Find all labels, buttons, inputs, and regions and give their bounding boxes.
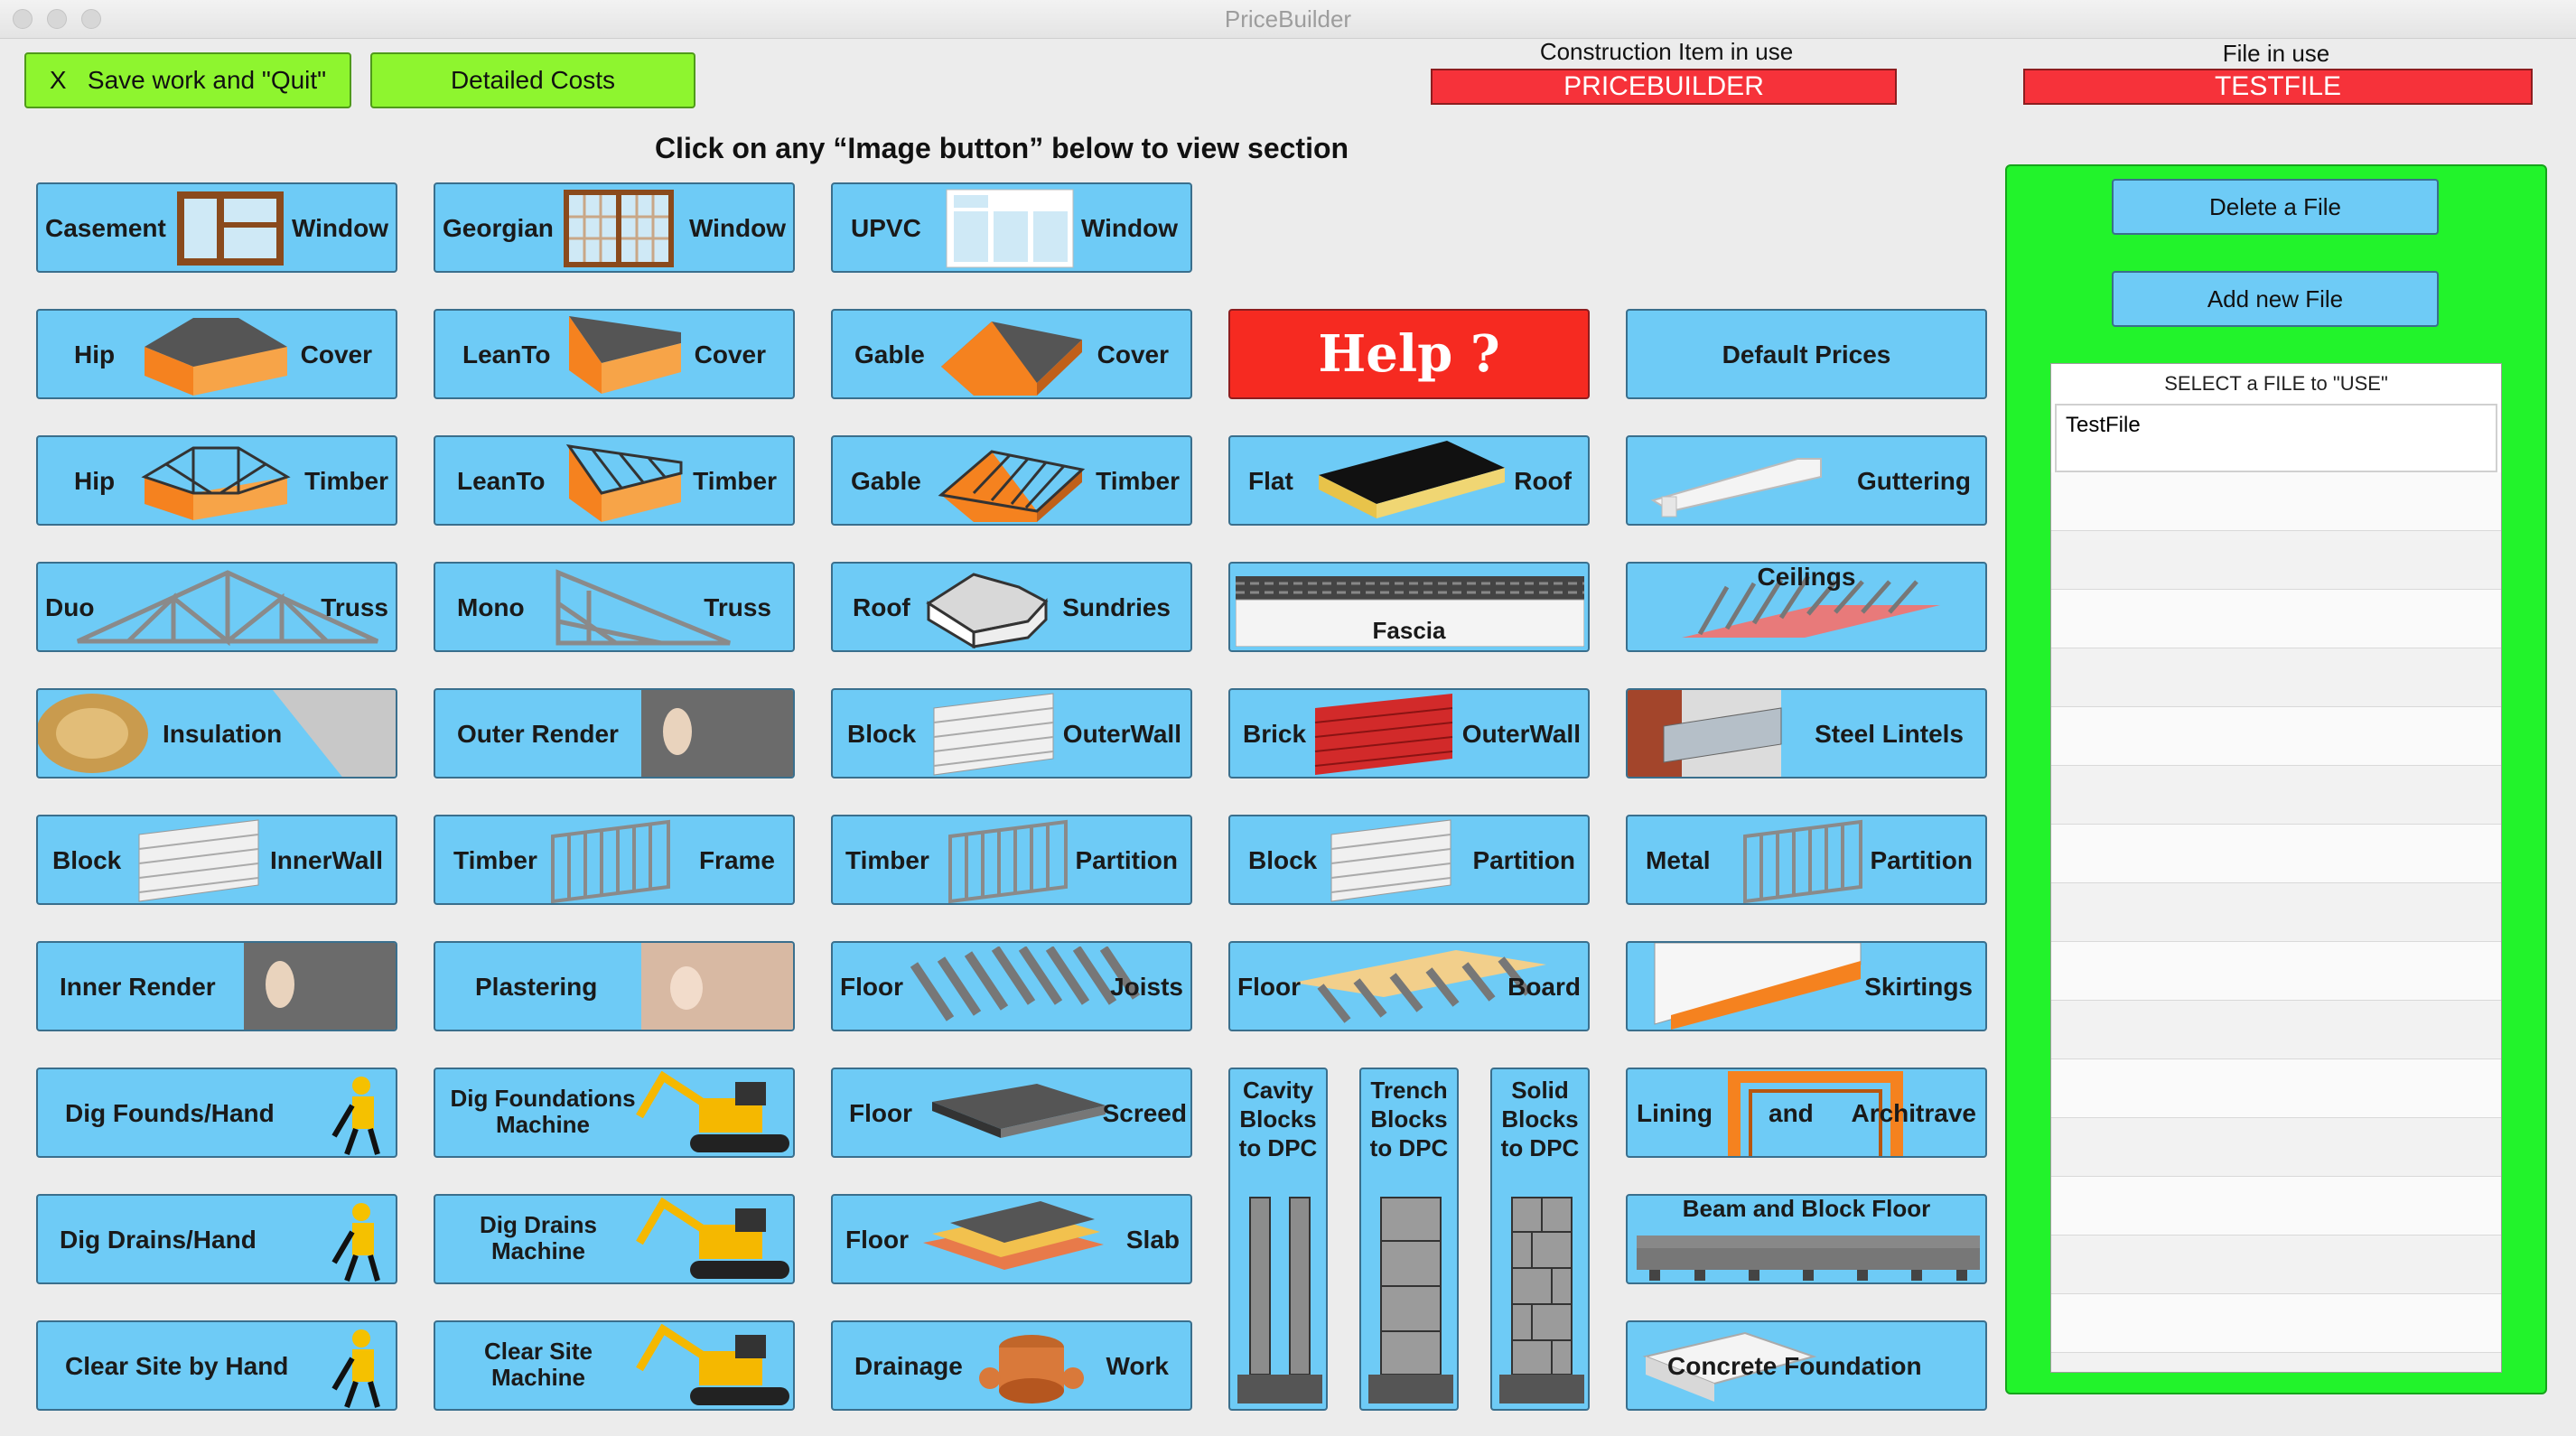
steel-lintel-icon: [1628, 690, 1790, 779]
clear-site-machine-tile[interactable]: [434, 1320, 795, 1411]
tile-label-right: Partition: [1472, 846, 1575, 874]
excavator-icon: [636, 1198, 795, 1284]
tile-label-right: OuterWall: [1461, 720, 1581, 748]
delete-file-button[interactable]: [2112, 179, 2439, 235]
title-bar: [0, 0, 2576, 39]
tile-label: Dig Drains Machine: [479, 1211, 598, 1264]
solid-block-icon: [1499, 1196, 1584, 1405]
georgian-window-tile[interactable]: [434, 182, 795, 273]
block-outerwall-tile[interactable]: [831, 688, 1192, 779]
tile-label-left: Hip: [74, 467, 116, 495]
guttering-tile[interactable]: [1626, 435, 1987, 526]
gable-timber-tile[interactable]: [831, 435, 1192, 526]
tile-label-right: Window: [688, 214, 786, 242]
tile-label-left: LeanTo: [462, 340, 551, 368]
clear-site-hand-tile[interactable]: [36, 1320, 397, 1411]
georgian-window-icon: [562, 188, 676, 269]
mono-truss-tile[interactable]: [434, 562, 795, 652]
file-list-item[interactable]: TestFile: [2055, 404, 2497, 472]
worker-digging-icon: [325, 1326, 388, 1409]
concrete-foundation-tile[interactable]: [1626, 1320, 1987, 1411]
timber-frame-tile[interactable]: [434, 815, 795, 905]
tile-label-left: UPVC: [851, 214, 921, 242]
tile-label-left: Duo: [45, 593, 95, 621]
tile-label-right: Slab: [1125, 1226, 1180, 1254]
stud-frame-icon: [1741, 818, 1864, 903]
window-title: PriceBuilder: [1224, 5, 1352, 33]
tile-label-right: OuterWall: [1062, 720, 1181, 748]
ceilings-tile[interactable]: [1626, 562, 1987, 652]
solid-blocks-dpc-tile[interactable]: [1490, 1068, 1590, 1411]
tile-label-right: Timber: [304, 467, 388, 495]
tile-label-left: Brick: [1243, 720, 1307, 748]
trench-blocks-dpc-tile[interactable]: [1359, 1068, 1459, 1411]
drainage-chamber-icon: [977, 1324, 1086, 1411]
fascia-tile[interactable]: [1228, 562, 1590, 652]
tile-label-right: Cover: [300, 340, 372, 368]
block-wall-icon: [932, 692, 1055, 777]
steel-lintels-tile[interactable]: [1626, 688, 1987, 779]
tile-label-right: Work: [1106, 1352, 1169, 1380]
dig-founds-hand-tile[interactable]: [36, 1068, 397, 1158]
tile-label-left: Gable: [851, 467, 921, 495]
gutter-icon: [1644, 446, 1825, 518]
worker-digging-icon: [325, 1073, 388, 1156]
tile-label-left: Casement: [45, 214, 166, 242]
construction-item-label: Construction Item in use: [1539, 38, 1794, 65]
floor-joists-tile[interactable]: [831, 941, 1192, 1031]
tile-label: Steel Lintels: [1815, 720, 1964, 748]
floor-screed-icon: [929, 1082, 1109, 1145]
tile-label-right: Architrave: [1851, 1099, 1976, 1127]
tile-label-right: Window: [1080, 214, 1178, 242]
insulation-tile[interactable]: [36, 688, 397, 779]
duo-truss-tile[interactable]: [36, 562, 397, 652]
inner-render-tile[interactable]: [36, 941, 397, 1031]
tile-label: Outer Render: [457, 720, 619, 748]
instruction-text: Click on any “Image button” below to view section: [654, 132, 1349, 164]
tile-label-left: Hip: [74, 340, 116, 368]
tile-label-right: Cover: [1097, 340, 1169, 368]
add-file-button[interactable]: [2112, 271, 2439, 327]
block-wall-icon: [137, 818, 260, 903]
tile-label-left: Roof: [853, 593, 910, 621]
gable-roof-timber-icon: [938, 439, 1086, 524]
beam-block-floor-tile[interactable]: [1626, 1194, 1987, 1284]
tile-label-left: Metal: [1646, 846, 1711, 874]
tile-label-right: Timber: [1096, 467, 1180, 495]
leanto-cover-tile[interactable]: [434, 309, 795, 399]
skirting-board-icon: [1653, 943, 1866, 1030]
beam-block-floor-icon: [1637, 1236, 1980, 1282]
upvc-window-icon: [945, 188, 1075, 269]
tile-label: Ceilings: [1757, 563, 1856, 591]
hip-cover-tile[interactable]: [36, 309, 397, 399]
trench-block-icon: [1368, 1196, 1453, 1405]
dig-drains-machine-tile[interactable]: [434, 1194, 795, 1284]
hip-timber-tile[interactable]: [36, 435, 397, 526]
delete-file-label: Delete a File: [2209, 192, 2341, 220]
tile-label: Insulation: [163, 720, 283, 748]
lining-architrave-tile[interactable]: [1626, 1068, 1987, 1158]
flat-roof-tile[interactable]: [1228, 435, 1590, 526]
skirtings-tile[interactable]: [1626, 941, 1987, 1031]
tile-label: Solid Blocks to DPC: [1500, 1077, 1580, 1161]
file-list[interactable]: [2050, 363, 2502, 1373]
floor-slab-icon: [914, 1198, 1109, 1281]
block-wall-icon: [1330, 818, 1452, 903]
flat-roof-icon: [1311, 437, 1510, 524]
file-in-use-value: TESTFILE: [2023, 69, 2533, 105]
tile-label-right: Sundries: [1062, 593, 1171, 621]
tile-label: Concrete Foundation: [1667, 1352, 1922, 1380]
tile-label: Dig Founds/Hand: [65, 1099, 275, 1127]
worker-digging-icon: [325, 1199, 388, 1282]
stud-frame-icon: [947, 818, 1069, 903]
tile-label-right: Joists: [1110, 973, 1183, 1001]
tile-label-left: Block: [52, 846, 122, 874]
tile-label: Clear Site Machine: [484, 1338, 593, 1391]
brick-outerwall-tile[interactable]: [1228, 688, 1590, 779]
casement-window-icon: [175, 190, 285, 267]
excavator-icon: [636, 1324, 795, 1411]
roof-sundries-tile[interactable]: [831, 562, 1192, 652]
block-partition-tile[interactable]: [1228, 815, 1590, 905]
tile-label-left: Floor: [840, 973, 903, 1001]
tile-label: Clear Site by Hand: [65, 1352, 289, 1380]
tile-label: Fascia: [1372, 617, 1446, 644]
leanto-roof-timber-icon: [565, 439, 692, 524]
dig-foundations-machine-tile[interactable]: [434, 1068, 795, 1158]
stud-frame-icon: [549, 818, 672, 903]
tile-label-right: Truss: [704, 593, 771, 621]
tile-label-left: Floor: [1237, 973, 1301, 1001]
tile-label-right: Board: [1507, 973, 1581, 1001]
gable-cover-tile[interactable]: [831, 309, 1192, 399]
tile-label: Guttering: [1857, 467, 1971, 495]
tile-label: Dig Foundations Machine: [450, 1085, 636, 1138]
tile-label-right: Partition: [1870, 846, 1973, 874]
help-button[interactable]: [1228, 309, 1590, 399]
tile-label-left: Timber: [845, 846, 929, 874]
render-plaster-icon: [244, 943, 397, 1030]
tile-label: Default Prices: [1722, 340, 1891, 368]
tile-label-right: Partition: [1075, 846, 1178, 874]
timber-partition-tile[interactable]: [831, 815, 1192, 905]
outer-render-tile[interactable]: [434, 688, 795, 779]
upvc-window-tile[interactable]: [831, 182, 1192, 273]
tile-label-right: InnerWall: [270, 846, 383, 874]
hip-roof-timber-icon: [139, 441, 293, 524]
tile-label-left: Block: [1248, 846, 1318, 874]
tile-label-right: Timber: [693, 467, 777, 495]
hip-roof-cover-icon: [139, 312, 293, 397]
tile-label: Dig Drains/Hand: [60, 1226, 257, 1254]
file-list-header: SELECT a FILE to "USE": [2164, 372, 2388, 395]
roof-sundries-icon: [919, 567, 1051, 648]
tile-label: Plastering: [475, 973, 598, 1001]
tile-label-right: Frame: [698, 846, 775, 874]
tile-label: Inner Render: [60, 973, 216, 1001]
tile-label-left: Drainage: [854, 1352, 963, 1380]
tile-label: Beam and Block Floor: [1682, 1195, 1931, 1222]
floor-screed-tile[interactable]: [831, 1068, 1192, 1158]
file-in-use-label: File in use: [2222, 40, 2330, 67]
leanto-roof-cover-icon: [565, 312, 692, 397]
construction-item-value: PRICEBUILDER: [1431, 69, 1897, 105]
help-label: Help ?: [1318, 324, 1500, 384]
leanto-timber-tile[interactable]: [434, 435, 795, 526]
add-file-label: Add new File: [2207, 284, 2344, 312]
save-quit-label: X Save work and "Quit": [49, 66, 327, 94]
plastering-tile[interactable]: [434, 941, 795, 1031]
tile-label-left: Floor: [849, 1099, 912, 1127]
tile-label-left: LeanTo: [457, 467, 546, 495]
tile-label-left: Mono: [457, 593, 525, 621]
floor-board-tile[interactable]: [1228, 941, 1590, 1031]
tile-label-right: Truss: [321, 593, 388, 621]
dig-drains-hand-tile[interactable]: [36, 1194, 397, 1284]
tile-label-left: Gable: [854, 340, 925, 368]
tile-label-right: Roof: [1514, 467, 1572, 495]
drainage-work-tile[interactable]: [831, 1320, 1192, 1411]
tile-label: Skirtings: [1864, 973, 1973, 1001]
tile-label-left: Flat: [1248, 467, 1293, 495]
tile-label-left: Block: [847, 720, 917, 748]
render-plaster-icon: [641, 690, 795, 777]
plastering-icon: [641, 943, 795, 1030]
tile-label-right: Window: [291, 214, 388, 242]
file-list-empty-rows: [2051, 472, 2501, 1373]
tile-label-left: Georgian: [443, 214, 554, 242]
default-prices-tile[interactable]: [1626, 309, 1987, 399]
cavity-wall-icon: [1237, 1196, 1322, 1405]
tile-label-left: Floor: [845, 1226, 909, 1254]
excavator-icon: [636, 1071, 795, 1158]
cavity-blocks-dpc-tile[interactable]: [1228, 1068, 1328, 1411]
metal-partition-tile[interactable]: [1626, 815, 1987, 905]
floor-joists-icon: [905, 946, 1140, 1028]
tile-label-right: Screed: [1102, 1099, 1187, 1127]
tile-label-left: Lining: [1637, 1099, 1713, 1127]
detailed-costs-button[interactable]: [370, 52, 695, 108]
tile-label-right: Cover: [694, 340, 766, 368]
tile-label: Trench Blocks to DPC: [1369, 1077, 1449, 1161]
save-quit-button[interactable]: [24, 52, 351, 108]
block-innerwall-tile[interactable]: [36, 815, 397, 905]
tile-label: Cavity Blocks to DPC: [1238, 1077, 1318, 1161]
casement-window-tile[interactable]: [36, 182, 397, 273]
tile-label-mid: and: [1769, 1099, 1814, 1127]
floor-slab-tile[interactable]: [831, 1194, 1192, 1284]
detailed-costs-label: Detailed Costs: [450, 66, 616, 94]
gable-roof-cover-icon: [938, 312, 1086, 397]
tile-label-left: Timber: [453, 846, 537, 874]
brick-wall-icon: [1313, 692, 1454, 777]
